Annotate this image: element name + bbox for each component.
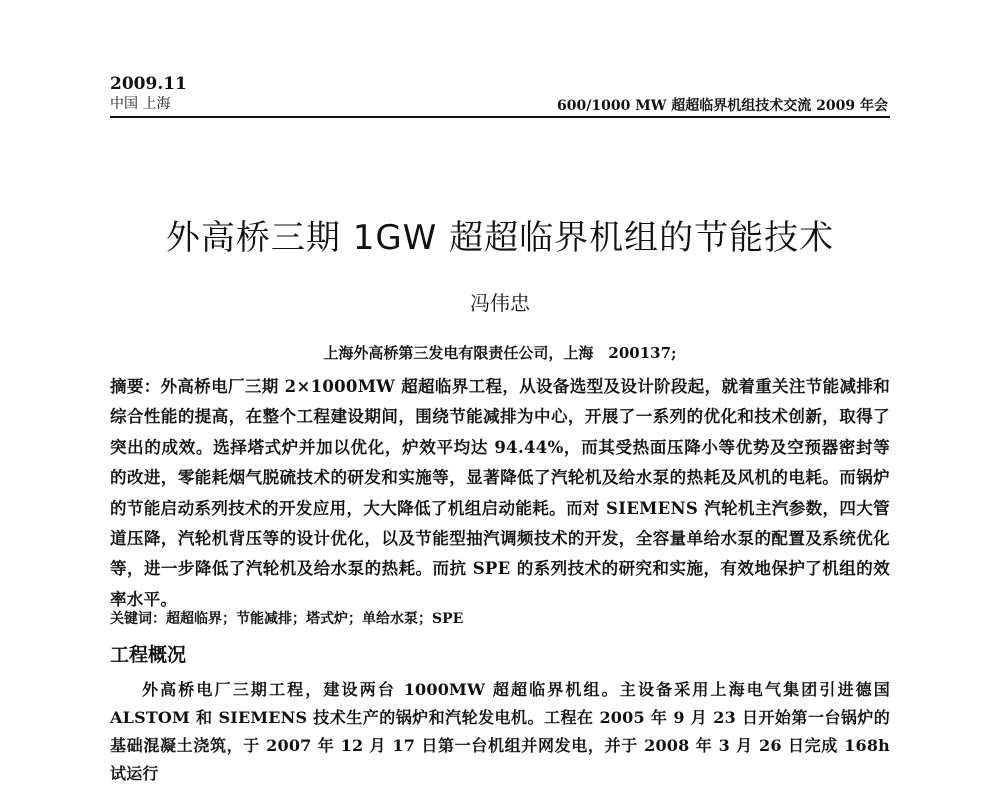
section-heading: 工程概况 — [110, 644, 187, 666]
header-date: 2009.11 — [110, 74, 187, 94]
keywords: 关键词：超超临界；节能减排；塔式炉；单给水泵；SPE — [110, 611, 464, 627]
paper-title: 外高桥三期 1GW 超超临界机组的节能技术 — [165, 218, 835, 258]
abstract — [110, 372, 890, 615]
header-rule — [110, 116, 890, 118]
header-place: 中国 上海 — [110, 96, 171, 112]
header-left — [110, 74, 187, 113]
abstract-label: 摘要： — [110, 377, 161, 396]
paper-affiliation: 上海外高桥第三发电有限责任公司，上海 200137; — [323, 344, 677, 362]
paper-author: 冯伟忠 — [470, 291, 530, 315]
abstract-text: 外高桥电厂三期 2×1000MW 超超临界工程，从设备选型及设计阶段起，就着重关注节能减排和综合性能的提高，在整个工程建设期间，围绕节能减排为中心，开展了一系列的优化和技术创新，取得了突出的成效。选择塔式炉并加以优化，炉效平均达 94.44%，而其受热面压降小等优势及空预器密封等的改进，零能耗烟气脱硫技术的研发和实施等，显著降低了汽轮机及给水泵的热耗及风机的电耗。而锅炉的节能启动系列技术的开发应用，大大降低了机组启动能耗。而对 SIEMENS 汽轮机主汽参数，四大管道压降，汽轮机背压等的设计优化，以及节能型抽汽调频技术的开发，全容量单给水泵的配置及系统优化等，进一步降低了汽轮机及给水泵的热耗。而抗 SPE 的系列技术的研究和实施，有效地保护了机组的效率水平。 — [110, 377, 890, 609]
header-conference: 600/1000 MW 超超临界机组技术交流 2009 年会 — [557, 98, 888, 114]
body-paragraph: 外高桥电厂三期工程，建设两台 1000MW 超超临界机组。主设备采用上海电气集团引进德国 ALSTOM 和 SIEMENS 技术生产的锅炉和汽轮发电机。工程在 2005 年 9 月 23 日开始第一台锅炉的基础混凝土浇筑，于 2007 年 12 月 17 日第一台机组并网发电，并于 2008 年 3 月 26 日完成 168h 试运行 — [110, 680, 890, 783]
